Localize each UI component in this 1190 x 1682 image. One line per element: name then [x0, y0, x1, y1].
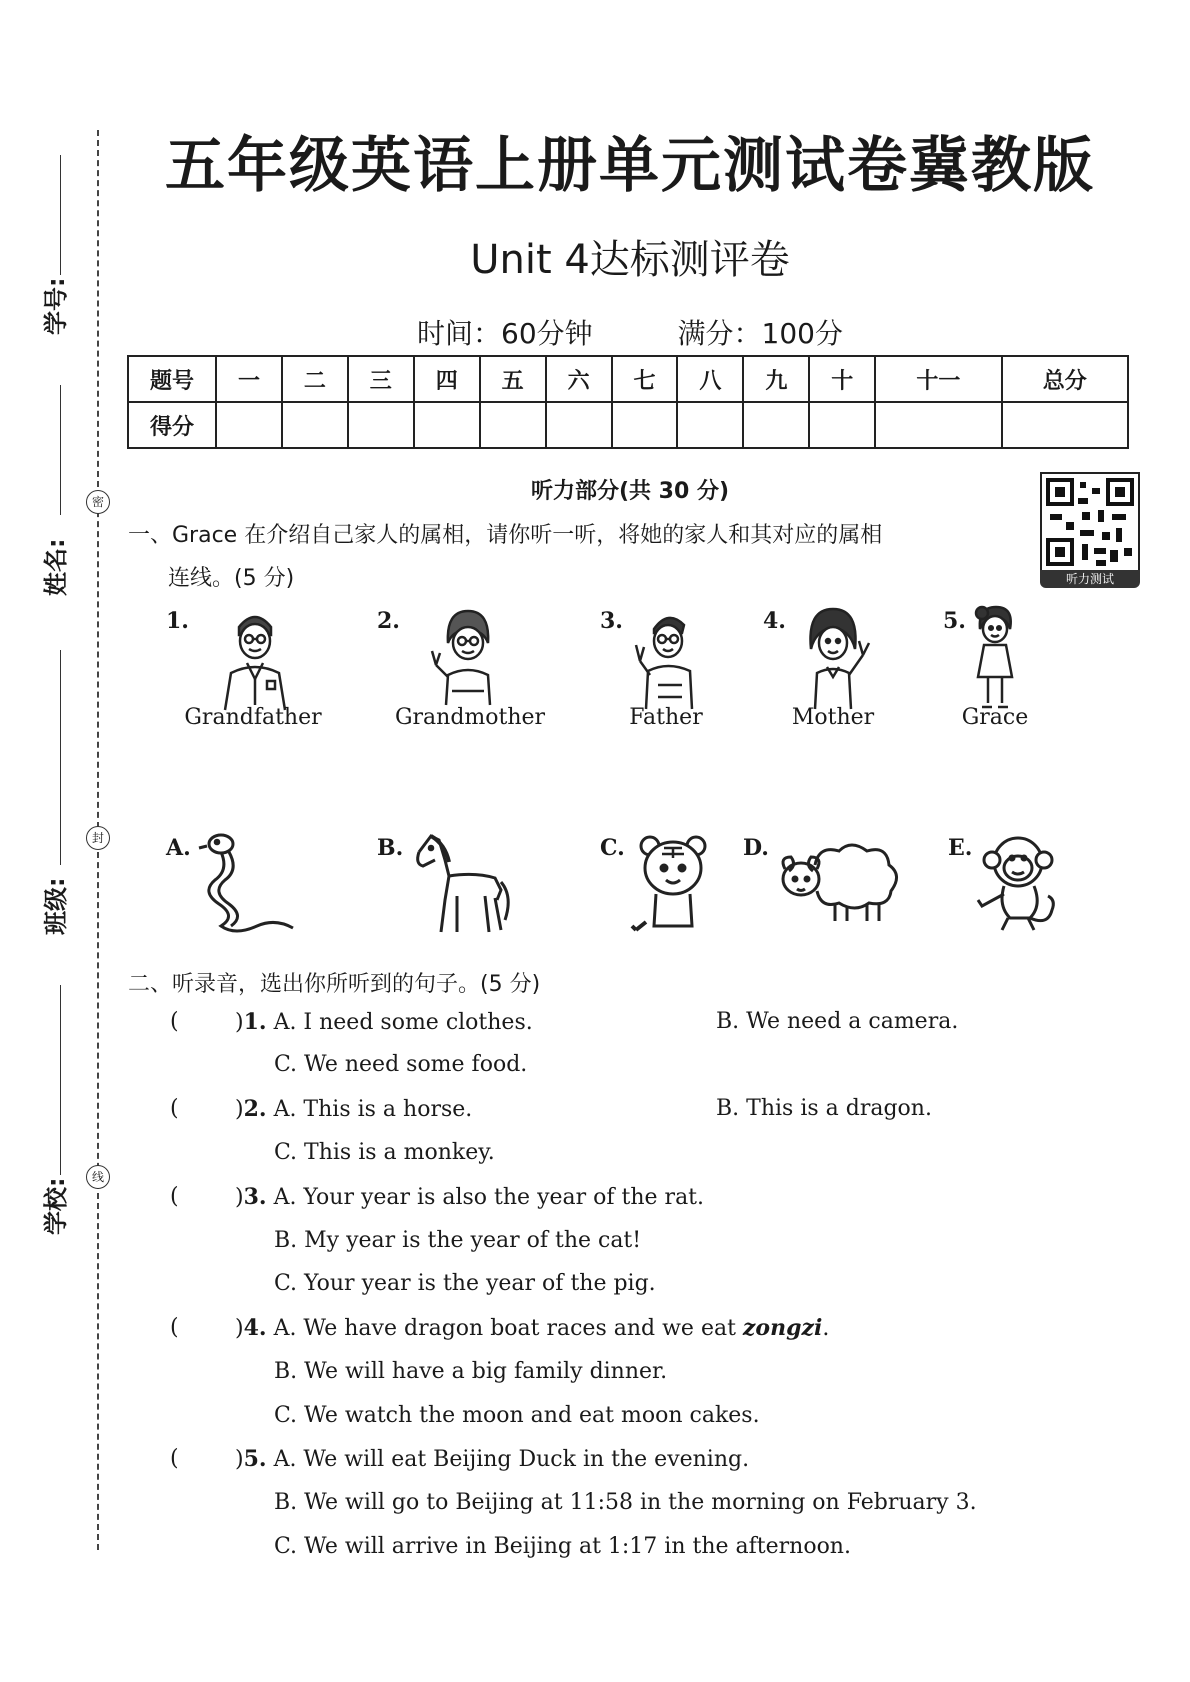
q2-5-number: 5. — [243, 1446, 267, 1472]
q2-2-option-a: A. This is a horse. — [273, 1097, 473, 1122]
close-paren: ) — [235, 1185, 244, 1210]
col-8: 八 — [677, 356, 743, 402]
col-5: 五 — [480, 356, 546, 402]
q2-heading: 二、听录音，选出你所听到的句子。(5 分) — [128, 972, 541, 997]
name-label: 姓名: — [42, 538, 70, 596]
snake-icon — [195, 830, 305, 944]
animal-letter: D. — [743, 835, 769, 861]
score-label: 得分 — [128, 402, 216, 448]
col-10: 十 — [809, 356, 875, 402]
q2-5-option-b: B. We will go to Beijing at 11:58 in the morning on February 3. — [274, 1490, 977, 1515]
tiger-icon — [628, 830, 718, 944]
person-number: 4. — [763, 608, 786, 634]
q2-2-number: 2. — [243, 1096, 267, 1122]
grandfather-icon — [205, 605, 305, 717]
q2-1-option-c: C. We need some food. — [274, 1052, 528, 1077]
close-paren: ) — [235, 1010, 244, 1035]
q2-4-number: 4. — [243, 1315, 267, 1341]
close-paren: ) — [235, 1447, 244, 1472]
page-subtitle: Unit 4达标测评卷 — [470, 237, 790, 283]
person-number: 2. — [377, 608, 400, 634]
exam-full-score: 满分：100分 — [677, 317, 843, 350]
seal-xian: 线 — [86, 1165, 110, 1189]
q2-2-answer-blank[interactable] — [170, 1096, 179, 1121]
q2-3-option-c: C. Your year is the year of the pig. — [274, 1271, 656, 1296]
col-total: 总分 — [1002, 356, 1128, 402]
q2-1-answer-blank[interactable] — [170, 1009, 179, 1034]
score-cell[interactable] — [743, 402, 809, 448]
col-4: 四 — [414, 356, 480, 402]
q2-2-option-b: B. This is a dragon. — [716, 1096, 932, 1121]
q2-1-option-b: B. We need a camera. — [716, 1009, 959, 1034]
girl-icon — [960, 603, 1030, 719]
open-paren: ( — [170, 1446, 179, 1471]
exam-meta — [130, 312, 1130, 352]
animal-letter: E. — [948, 835, 973, 861]
person-label-grandmother: Grandmother — [394, 705, 546, 730]
school-label: 学校: — [42, 1177, 70, 1235]
q2-3-answer-blank[interactable] — [170, 1184, 179, 1209]
q2-4-option-a-italic: zongzi — [742, 1315, 823, 1341]
score-cell[interactable] — [546, 402, 612, 448]
q2-3-option-b: B. My year is the year of the cat! — [274, 1228, 642, 1253]
person-number: 5. — [943, 608, 966, 634]
q2-2-option-c: C. This is a monkey. — [274, 1140, 495, 1165]
name-blank[interactable] — [60, 385, 61, 515]
score-cell[interactable] — [612, 402, 678, 448]
col-11: 十一 — [875, 356, 1001, 402]
mother-icon — [783, 605, 883, 717]
score-table — [127, 355, 1129, 449]
open-paren: ( — [170, 1009, 179, 1034]
q2-2-line — [235, 1096, 472, 1122]
horse-icon — [405, 830, 515, 944]
sheep-icon — [775, 835, 905, 929]
student-id-label: 学号: — [42, 277, 70, 335]
person-number: 1. — [166, 608, 189, 634]
animal-letter: A. — [166, 835, 191, 861]
q1-heading-line2: 连线。(5 分) — [168, 566, 295, 591]
exam-time: 时间：60分钟 — [417, 317, 593, 350]
person-label-mother: Mother — [791, 705, 875, 730]
close-paren: ) — [235, 1316, 244, 1341]
col-6: 六 — [546, 356, 612, 402]
score-cell[interactable] — [216, 402, 282, 448]
q2-4-answer-blank[interactable] — [170, 1315, 179, 1340]
school-blank[interactable] — [60, 985, 61, 1175]
open-paren: ( — [170, 1096, 179, 1121]
score-cell[interactable] — [677, 402, 743, 448]
q2-4-line — [235, 1315, 829, 1341]
col-7: 七 — [612, 356, 678, 402]
score-cell[interactable] — [282, 402, 348, 448]
q2-3-number: 3. — [243, 1184, 267, 1210]
col-2: 二 — [282, 356, 348, 402]
score-cell[interactable] — [1002, 402, 1128, 448]
student-id-blank[interactable] — [60, 155, 61, 275]
q2-5-line — [235, 1446, 749, 1472]
person-label-grandfather: Grandfather — [184, 705, 322, 730]
score-table-score-row — [128, 402, 1128, 448]
q2-4-option-a-end: . — [822, 1316, 830, 1341]
person-number: 3. — [600, 608, 623, 634]
close-paren: ) — [235, 1097, 244, 1122]
person-label-father: Father — [629, 705, 703, 730]
qr-code-label: 听力测试 — [1040, 570, 1140, 588]
q2-4-option-b: B. We will have a big family dinner. — [274, 1359, 668, 1384]
q2-1-line — [235, 1009, 533, 1035]
score-cell[interactable] — [875, 402, 1001, 448]
q2-3-option-a: A. Your year is also the year of the rat. — [273, 1185, 705, 1210]
col-3: 三 — [348, 356, 414, 402]
father-icon — [618, 605, 718, 717]
q2-4-option-c: C. We watch the moon and eat moon cakes. — [274, 1403, 760, 1428]
class-label: 班级: — [42, 877, 70, 935]
col-9: 九 — [743, 356, 809, 402]
question-number-label: 题号 — [128, 356, 216, 402]
animal-letter: B. — [377, 835, 404, 861]
score-cell[interactable] — [809, 402, 875, 448]
page-title: 五年级英语上册单元测试卷冀教版 — [165, 131, 1095, 201]
seal-mi: 密 — [86, 490, 110, 514]
q2-1-option-a: A. I need some clothes. — [273, 1010, 533, 1035]
person-label-grace: Grace — [961, 705, 1029, 730]
grandmother-icon — [418, 605, 518, 717]
qr-code-icon[interactable] — [1040, 472, 1140, 574]
q2-5-option-a: A. We will eat Beijing Duck in the evening. — [273, 1447, 750, 1472]
score-cell[interactable] — [480, 402, 546, 448]
q2-5-answer-blank[interactable] — [170, 1446, 179, 1471]
listening-section-title: 听力部分(共 30 分) — [530, 479, 730, 504]
q2-3-line — [235, 1184, 704, 1210]
open-paren: ( — [170, 1184, 179, 1209]
score-table-header-row — [128, 356, 1128, 402]
animal-letter: C. — [600, 835, 625, 861]
q1-heading-line1: 一、Grace 在介绍自己家人的属相，请你听一听，将她的家人和其对应的属相 — [128, 523, 883, 548]
score-cell[interactable] — [348, 402, 414, 448]
class-blank[interactable] — [60, 650, 61, 865]
monkey-icon — [968, 830, 1068, 944]
score-cell[interactable] — [414, 402, 480, 448]
col-1: 一 — [216, 356, 282, 402]
q2-4-option-a: A. We have dragon boat races and we eat — [273, 1316, 743, 1341]
q2-5-option-c: C. We will arrive in Beijing at 1:17 in the afternoon. — [274, 1534, 851, 1559]
seal-feng: 封 — [86, 826, 110, 850]
open-paren: ( — [170, 1315, 179, 1340]
q2-1-number: 1. — [243, 1009, 267, 1035]
